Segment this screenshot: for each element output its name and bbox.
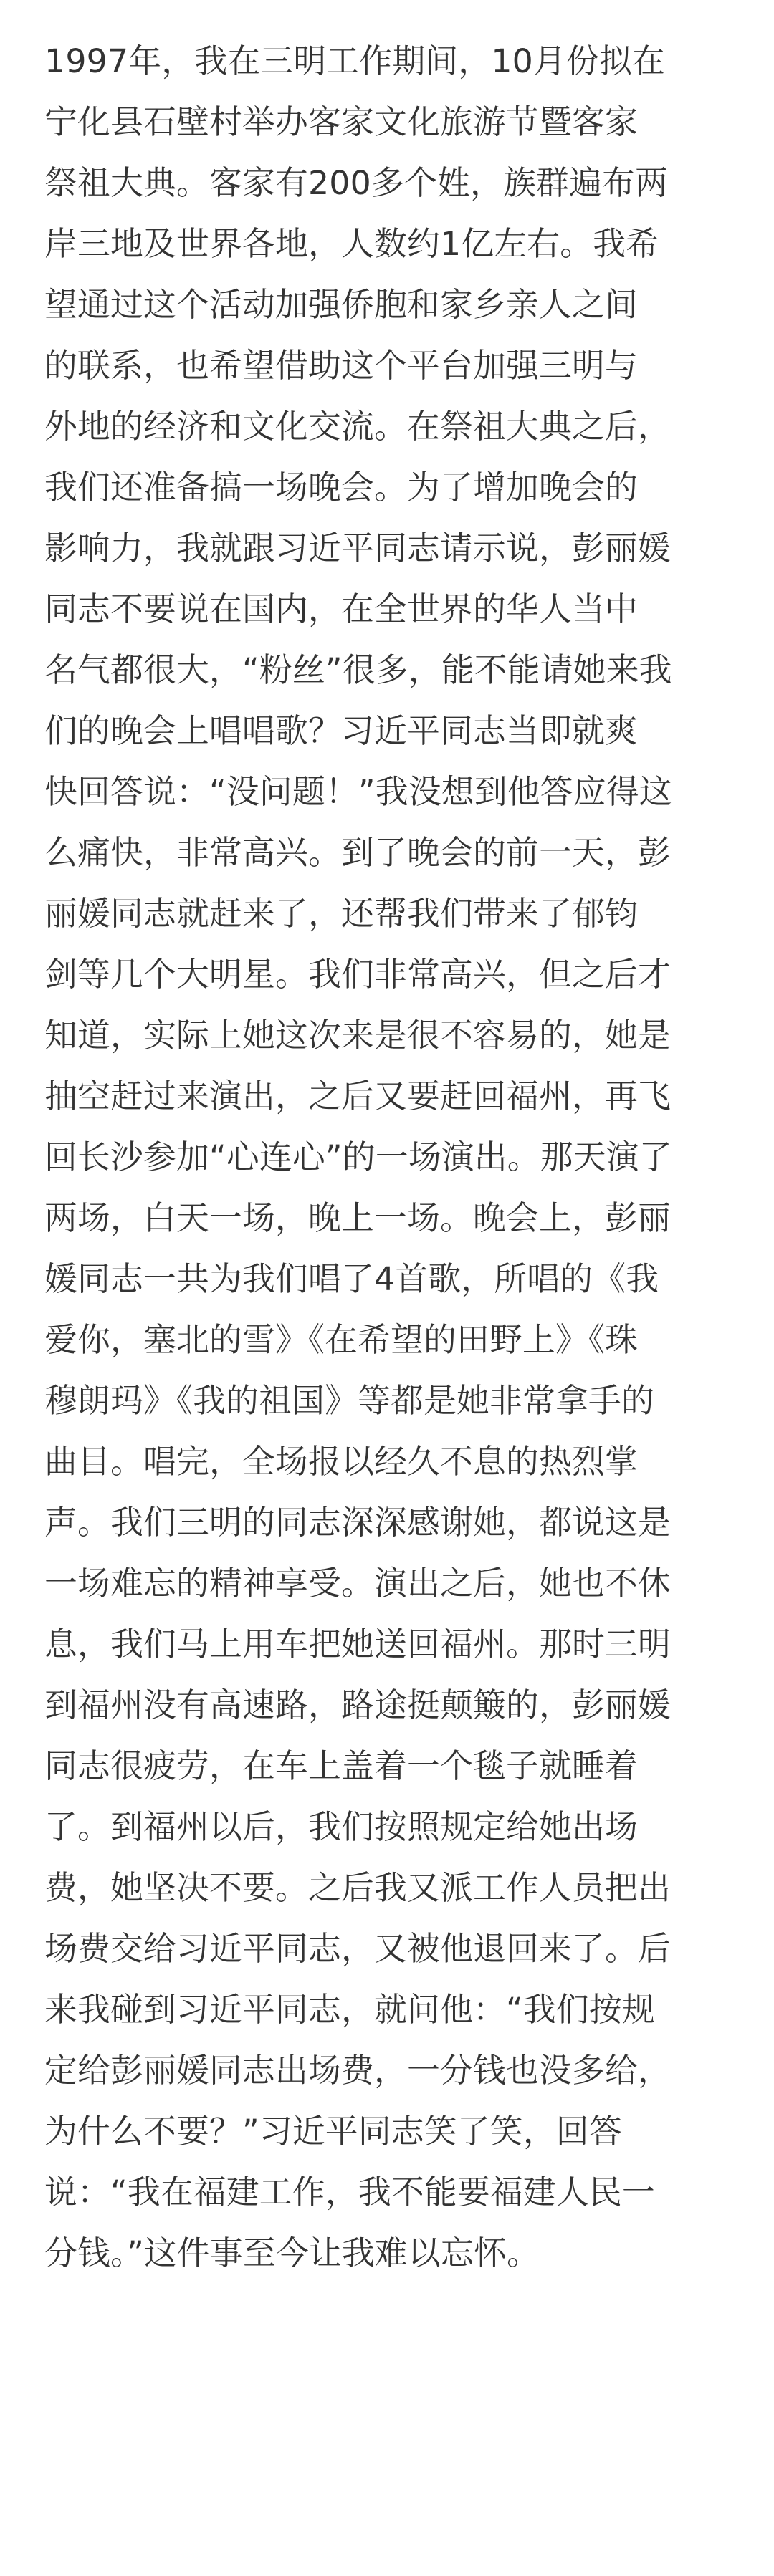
text-line: 1997年，我在三明工作期间，10月份拟在 [44, 42, 665, 80]
text-line: 曲目。唱完，全场报以经久不息的热烈掌 [44, 1442, 638, 1481]
text-line: 两场，白天一场，晚上一场。晚会上，彭丽 [44, 1198, 671, 1237]
text-line: 我们还准备搞一场晚会。为了增加晚会的 [44, 468, 638, 506]
text-line: 定给彭丽媛同志出场费，一分钱也没多给， [44, 2051, 671, 2090]
text-line: 穆朗玛》《我的祖国》等都是她非常拿手的 [44, 1381, 655, 1420]
text-line: 了。到福州以后，我们按照规定给她出场 [44, 1807, 638, 1846]
text-line: 来我碰到习近平同志，就问他：“我们按规 [44, 1990, 655, 2029]
text-line: 丽媛同志就赶来了，还帮我们带来了郁钧 [44, 894, 638, 933]
text-line: 剑等几个大明星。我们非常高兴，但之后才 [44, 955, 671, 994]
text-line: 的联系，也希望借助这个平台加强三明与 [44, 346, 638, 385]
text-line: 说：“我在福建工作，我不能要福建人民一 [44, 2173, 655, 2211]
text-line: 声。我们三明的同志深深感谢她，都说这是 [44, 1503, 671, 1542]
text-line: 一场难忘的精神享受。演出之后，她也不休 [44, 1564, 671, 1602]
text-line: 望通过这个活动加强侨胞和家乡亲人之间 [44, 285, 638, 324]
text-line: 回长沙参加“心连心”的一场演出。那天演了 [44, 1138, 672, 1176]
text-line: 影响力，我就跟习近平同志请示说，彭丽媛 [44, 529, 671, 567]
text-line: 费，她坚决不要。之后我又派工作人员把出 [44, 1868, 671, 1907]
text-line: 到福州没有高速路，路途挺颠簸的，彭丽媛 [44, 1686, 671, 1724]
text-line: 同志不要说在国内，在全世界的华人当中 [44, 590, 638, 628]
text-line: 知道，实际上她这次来是很不容易的，她是 [44, 1016, 671, 1054]
text-line: 为什么不要？”习近平同志笑了笑，回答 [44, 2112, 622, 2150]
text-line: 们的晚会上唱唱歌？习近平同志当即就爽 [44, 711, 638, 750]
text-line: 宁化县石壁村举办客家文化旅游节暨客家 [44, 102, 638, 141]
text-line: 名气都很大，“粉丝”很多，能不能请她来我 [44, 650, 672, 689]
text-line: 爱你，塞北的雪》《在希望的田野上》《珠 [44, 1320, 639, 1359]
text-line: 分钱。”这件事至今让我难以忘怀。 [44, 2234, 540, 2272]
text-line: 媛同志一共为我们唱了4首歌，所唱的《我 [44, 1259, 659, 1298]
text-line: 抽空赶过来演出，之后又要赶回福州，再飞 [44, 1077, 671, 1115]
article-body [44, 37, 732, 2290]
text-line: 同志很疲劳，在车上盖着一个毯子就睡着 [44, 1746, 638, 1785]
text-line: 岸三地及世界各地，人数约1亿左右。我希 [44, 224, 659, 263]
text-line: 息，我们马上用车把她送回福州。那时三明 [44, 1625, 671, 1663]
text-line: 外地的经济和文化交流。在祭祖大典之后， [44, 407, 671, 446]
text-line: 祭祖大典。客家有200多个姓，族群遍布两 [44, 163, 668, 202]
text-line: 快回答说：“没问题！”我没想到他答应得这 [44, 772, 672, 811]
text-line: 场费交给习近平同志，又被他退回来了。后 [44, 1929, 671, 1968]
text-line: 么痛快，非常高兴。到了晚会的前一天，彭 [44, 833, 671, 872]
